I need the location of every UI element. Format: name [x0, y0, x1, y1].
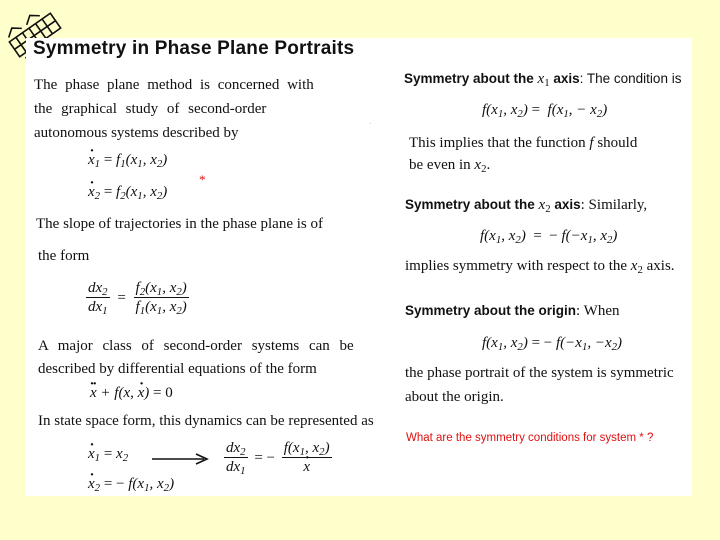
origin-text-line-2: about the origin.	[405, 389, 504, 405]
asterisk-marker: *	[199, 172, 206, 187]
x1-even-line: be even in $x_2$.	[409, 157, 491, 176]
slide-title: Symmetry in Phase Plane Portraits	[33, 38, 355, 59]
equation-x1-dot: · $x_1 = f_1(x_1$, $x_2$)	[88, 153, 167, 168]
equation-x2-dot: · $x_2 = f_2(x_1$, $x_2$)	[88, 185, 167, 200]
x1-symmetry-heading: Symmetry about the $x_1$ axis: The condition is	[404, 71, 682, 90]
slope-line-1: The slope of trajectories in the phase plane is of	[36, 216, 323, 232]
state-equation-2: · $x_2$ = − $f(x_1$, $x_2$)	[88, 477, 174, 492]
faint-mark: .	[369, 116, 372, 127]
origin-text-line-1: the phase portrait of the system is symmetric	[405, 365, 674, 381]
slope-equation: $\frac{dx_2}{dx_1}$ = $\frac{f_2(x_1, x_2)}{f_1(x_1, x_2)}$	[88, 280, 187, 318]
state-slope-equation: $\frac{dx_2}{dx_1}$ = − $f(x_1$, $x_2$) · x	[224, 440, 332, 476]
state-equation-1: · $x_1 = x_2$	[88, 447, 128, 462]
x2-implication-line: implies symmetry with respect to the $x_2$ axis.	[405, 258, 675, 277]
class-line-1: A major class of second-order systems can be	[38, 338, 354, 354]
origin-symmetry-heading: Symmetry about the origin: When	[405, 303, 620, 319]
arrow-right-icon	[150, 452, 210, 466]
x2-symmetry-heading: Symmetry about the $x_2$ axis: Similarly,	[405, 197, 648, 216]
x2-symmetry-equation: $f(x_1$, $x_2$) = − $f(-x_1$, $x_2$)	[480, 228, 618, 247]
slope-line-2: the form	[38, 248, 90, 264]
intro-line-3: autonomous systems described by	[34, 125, 239, 141]
x1-symmetry-equation: $f(x_1$, $x_2) = f(x_1$, − $x_2$)	[482, 102, 608, 121]
intro-line-1: The phase plane method is concerned with	[34, 77, 314, 93]
second-order-equation: ·· x + f(x, · x) = 0	[90, 386, 173, 401]
state-space-line: In state space form, this dynamics can be represented as	[38, 413, 374, 429]
x1-implication-line: This implies that the function f should	[409, 135, 638, 151]
intro-line-2: the graphical study of second-order	[34, 101, 267, 117]
origin-symmetry-equation: $f(x_1$, $x_2$) = − $f(-x_1$, $-x_2$)	[482, 335, 623, 354]
class-line-2: described by differential equations of the form	[38, 361, 317, 377]
symmetry-question: What are the symmetry conditions for system * ?	[406, 432, 654, 444]
